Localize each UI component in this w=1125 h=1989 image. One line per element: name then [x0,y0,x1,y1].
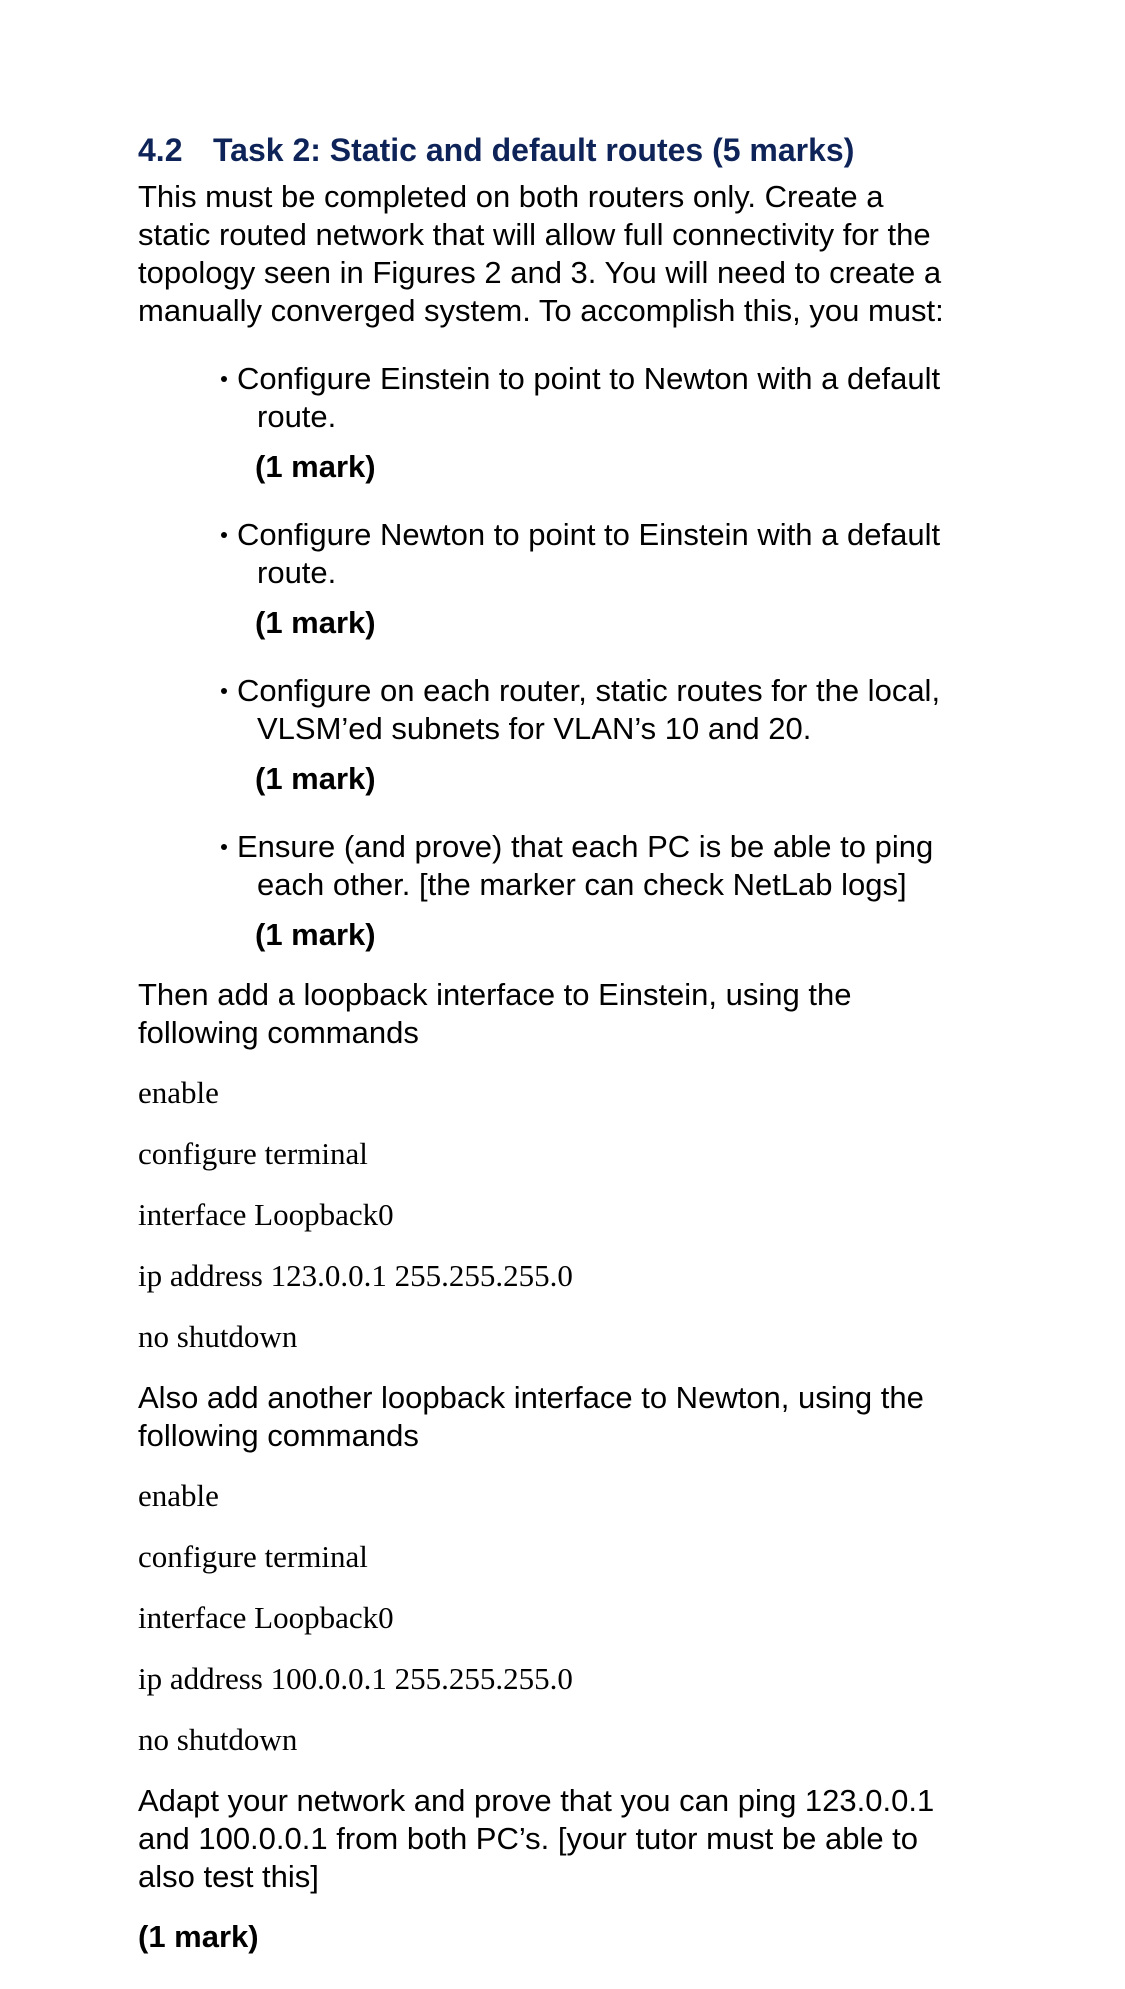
paragraph-line: Then add a loopback interface to Einstein, using the [138,977,852,1012]
intro-paragraph [138,178,1018,330]
command-line: enable [138,1478,219,1513]
section-title: Task 2: Static and default routes (5 marks) [213,132,855,168]
newton-command-block [138,1477,1018,1759]
paragraph-line: Adapt your network and prove that you can ping 123.0.0.1 [138,1783,935,1818]
intro-line: static routed network that will allow full connectivity for the [138,217,931,252]
bullet-line: Configure Newton to point to Einstein with a default [237,517,941,552]
command-line: ip address 123.0.0.1 255.255.255.0 [138,1258,573,1293]
bullet-text [221,516,1018,592]
section-number: 4.2 [138,132,183,168]
bullet-item-default-route-newton [138,516,1018,642]
command-line: no shutdown [138,1722,298,1757]
paragraph-line: also test this] [138,1859,319,1894]
command-line: interface Loopback0 [138,1197,394,1232]
bullet-line: Configure Einstein to point to Newton with a default [237,361,941,396]
mark-label: (1 mark) [255,605,376,640]
bullet-item-default-route-einstein [138,360,1018,486]
bullet-line: route. [257,399,337,434]
final-mark-label: (1 mark) [138,1919,259,1954]
final-paragraph [138,1782,1018,1896]
paragraph-line: and 100.0.0.1 from both PC’s. [your tutor must be able to [138,1821,919,1856]
command-line: no shutdown [138,1319,298,1354]
bullet-line: Ensure (and prove) that each PC is be able to ping [237,829,934,864]
bullet-dot-icon [221,844,227,850]
newton-loopback-intro [138,1379,1018,1455]
bullet-text [221,672,1018,748]
intro-line: topology seen in Figures 2 and 3. You will need to create a [138,255,942,290]
mark-label: (1 mark) [255,761,376,796]
section-heading [138,130,1018,170]
einstein-loopback-intro [138,976,1018,1052]
bullet-line: VLSM’ed subnets for VLAN’s 10 and 20. [257,711,812,746]
bullet-item-ping-test [138,828,1018,954]
bullet-line: route. [257,555,337,590]
command-line: ip address 100.0.0.1 255.255.255.0 [138,1661,573,1696]
mark-label: (1 mark) [255,449,376,484]
intro-line: manually converged system. To accomplish this, you must: [138,293,944,328]
bullet-line: Configure on each router, static routes for the local, [237,673,941,708]
command-line: configure terminal [138,1136,368,1171]
intro-line: This must be completed on both routers only. Create a [138,179,884,214]
command-line: configure terminal [138,1539,368,1574]
bullet-dot-icon [221,376,227,382]
command-line: interface Loopback0 [138,1600,394,1635]
command-line: enable [138,1075,219,1110]
bullet-dot-icon [221,532,227,538]
bullet-item-static-routes [138,672,1018,798]
bullet-text [221,360,1018,436]
mark-label: (1 mark) [255,917,376,952]
einstein-command-block [138,1074,1018,1356]
document-page [138,130,1018,1956]
paragraph-line: following commands [138,1418,419,1453]
bullet-text [221,828,1018,904]
bullet-line: each other. [the marker can check NetLab logs] [257,867,907,902]
bullet-dot-icon [221,688,227,694]
paragraph-line: following commands [138,1015,419,1050]
paragraph-line: Also add another loopback interface to Newton, using the [138,1380,924,1415]
